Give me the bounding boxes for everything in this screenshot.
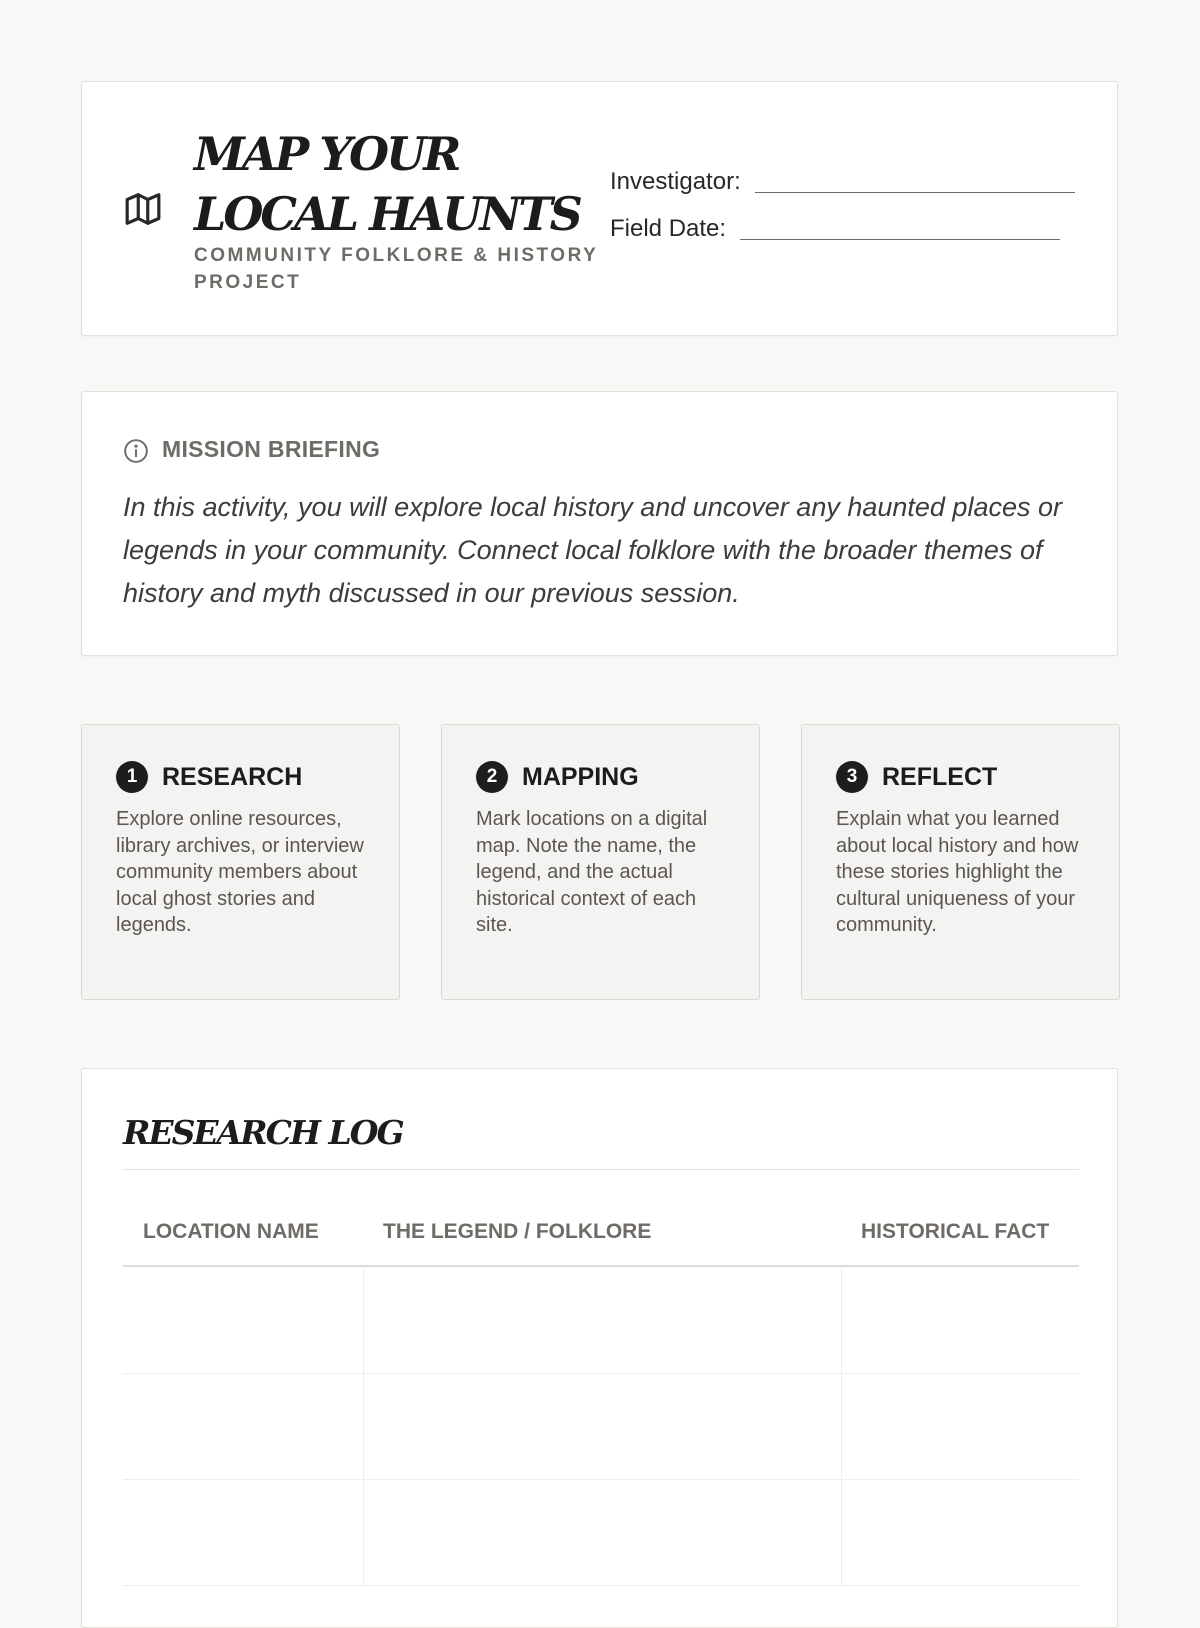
research-log-title: RESEARCH LOG	[123, 1113, 403, 1152]
location-cell[interactable]	[123, 1267, 364, 1373]
legend-cell[interactable]	[363, 1373, 842, 1479]
location-cell[interactable]	[123, 1479, 364, 1585]
fact-cell[interactable]	[841, 1267, 1079, 1373]
column-header-legend: THE LEGEND / FOLKLORE	[383, 1220, 652, 1243]
column-header-location: LOCATION NAME	[143, 1220, 319, 1243]
mission-briefing-card	[81, 391, 1118, 656]
step-number-badge: 3	[836, 761, 868, 793]
field-date-field[interactable]	[610, 215, 1060, 243]
table-row	[123, 1479, 1079, 1586]
field-date-label: Field Date:	[610, 215, 727, 242]
step-title: RESEARCH	[162, 763, 303, 791]
step-title: REFLECT	[882, 763, 998, 791]
investigator-line[interactable]	[755, 191, 1075, 193]
title-divider	[123, 1169, 1079, 1170]
step-title: MAPPING	[522, 763, 639, 791]
title-line-2: LOCAL HAUNTS	[194, 187, 580, 241]
step-number-badge: 2	[476, 761, 508, 793]
legend-cell[interactable]	[363, 1267, 842, 1373]
table-row	[123, 1373, 1079, 1480]
investigator-field[interactable]	[610, 168, 1075, 196]
page-title	[194, 124, 614, 244]
page-subtitle: COMMUNITY FOLKLORE & HISTORY PROJECT	[194, 245, 598, 293]
fact-cell[interactable]	[841, 1479, 1079, 1585]
location-cell[interactable]	[123, 1373, 364, 1479]
briefing-text: In this activity, you will explore local history and uncover any haunted places or legends in your community. Connect local folklore with the broader themes of history and myth discussed in our previous session.	[123, 492, 1062, 608]
table-row	[123, 1267, 1079, 1374]
legend-cell[interactable]	[363, 1479, 842, 1585]
step-description: Explore online resources, library archives, or interview community members about local ghost stories and legends.	[116, 808, 364, 936]
research-log-card	[81, 1068, 1118, 1628]
step-card-research	[81, 724, 400, 1000]
fact-cell[interactable]	[841, 1373, 1079, 1479]
header-card	[81, 81, 1118, 336]
title-line-1: MAP YOUR	[194, 127, 459, 181]
info-icon	[123, 438, 149, 464]
step-description: Mark locations on a digital map. Note the name, the legend, and the actual historical context of each site.	[476, 808, 708, 936]
map-icon	[124, 190, 162, 228]
column-header-fact: HISTORICAL FACT	[861, 1220, 1050, 1243]
step-number-badge: 1	[116, 761, 148, 793]
step-card-mapping	[441, 724, 760, 1000]
investigator-label: Investigator:	[610, 168, 741, 195]
briefing-heading: MISSION BRIEFING	[162, 436, 381, 462]
step-card-reflect	[801, 724, 1120, 1000]
field-date-line[interactable]	[740, 238, 1060, 240]
step-description: Explain what you learned about local history and how these stories highlight the cultural uniqueness of your community.	[836, 808, 1079, 936]
